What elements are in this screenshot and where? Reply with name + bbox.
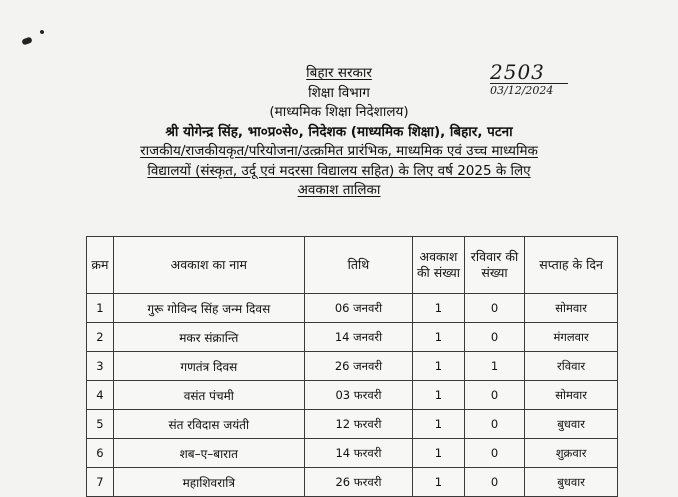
issuing-officer: श्री योगेन्द्र सिंह, भा०प्र०से०, निदेशक (माध्यमिक शिक्षा), बिहार, पटना [165, 123, 513, 140]
header-holiday-name: अवकाश का नाम [113, 237, 304, 294]
holiday-count-cell: 1 [413, 352, 465, 381]
header-sunday-count: रविवार की संख्या [464, 237, 524, 294]
document-title: अवकाश तालिका [297, 182, 381, 198]
weekday-cell: सोमवार [525, 381, 618, 410]
date-cell: 03 फरवरी [304, 381, 412, 410]
serial-cell: 1 [87, 294, 114, 323]
holiday-count-cell: 1 [413, 381, 465, 410]
sunday-count-cell: 0 [464, 410, 524, 439]
ink-dot [39, 29, 44, 34]
holiday-name-cell: गुरू गोविन्द सिंह जन्म दिवस [113, 294, 304, 323]
table-row [87, 410, 618, 439]
sunday-count-cell: 0 [464, 381, 524, 410]
serial-cell: 5 [87, 410, 114, 439]
header-date: तिथि [304, 237, 412, 294]
table-row [87, 439, 618, 468]
sunday-count-cell: 0 [464, 439, 524, 468]
serial-cell: 2 [87, 323, 114, 352]
date-cell: 14 जनवरी [304, 323, 412, 352]
reference-date: 03/12/2024 [490, 83, 568, 97]
sunday-count-cell: 0 [464, 294, 524, 323]
date-cell: 26 जनवरी [304, 352, 412, 381]
subject-line-1: राजकीय/राजकीयकृत/परियोजना/उत्क्रमित प्रारंभिक, माध्यमिक एवं उच्च माध्यमिक [140, 143, 538, 159]
header-holiday-count: अवकाश की संख्या [413, 237, 465, 294]
serial-cell: 6 [87, 439, 114, 468]
ink-mark [21, 36, 32, 45]
date-cell: 14 फरवरी [304, 439, 412, 468]
holiday-name-cell: शब–ए–बारात [113, 439, 304, 468]
weekday-cell: शुक्रवार [525, 439, 618, 468]
serial-cell: 4 [87, 381, 114, 410]
serial-cell: 3 [87, 352, 114, 381]
weekday-cell: सोमवार [525, 294, 618, 323]
reference-number: 2503 [490, 60, 545, 84]
holiday-table [86, 236, 618, 497]
weekday-cell: रविवार [525, 352, 618, 381]
table-row [87, 468, 618, 497]
date-cell: 26 फरवरी [304, 468, 412, 497]
header-serial: क्रम [87, 237, 114, 294]
holiday-count-cell: 1 [413, 323, 465, 352]
header-weekday: सप्ताह के दिन [525, 237, 618, 294]
sunday-count-cell: 0 [464, 323, 524, 352]
government-name: बिहार सरकार [306, 65, 372, 81]
holiday-count-cell: 1 [413, 439, 465, 468]
weekday-cell: मंगलवार [525, 323, 618, 352]
directorate-name: (माध्यमिक शिक्षा निदेशालय) [269, 104, 409, 120]
holiday-name-cell: वसंत पंचमी [113, 381, 304, 410]
sunday-count-cell: 1 [464, 352, 524, 381]
holiday-name-cell: महाशिवरात्रि [113, 468, 304, 497]
sunday-count-cell: 0 [464, 468, 524, 497]
table-row [87, 294, 618, 323]
date-cell: 12 फरवरी [304, 410, 412, 439]
serial-cell: 7 [87, 468, 114, 497]
holiday-name-cell: संत रविदास जयंती [113, 410, 304, 439]
holiday-count-cell: 1 [413, 410, 465, 439]
weekday-cell: बुधवार [525, 468, 618, 497]
table-row [87, 381, 618, 410]
subject-line-2: विद्यालयों (संस्कृत, उर्दू एवं मदरसा विद्यालय सहित) के लिए वर्ष 2025 के लिए [147, 162, 531, 179]
holiday-count-cell: 1 [413, 294, 465, 323]
table-row [87, 352, 618, 381]
holiday-name-cell: गणतंत्र दिवस [113, 352, 304, 381]
holiday-count-cell: 1 [413, 468, 465, 497]
table-header-row [87, 237, 618, 294]
document-header [0, 60, 678, 201]
holiday-name-cell: मकर संक्रान्ति [113, 323, 304, 352]
department-name: शिक्षा विभाग [308, 84, 370, 101]
date-cell: 06 जनवरी [304, 294, 412, 323]
weekday-cell: बुधवार [525, 410, 618, 439]
table-row [87, 323, 618, 352]
